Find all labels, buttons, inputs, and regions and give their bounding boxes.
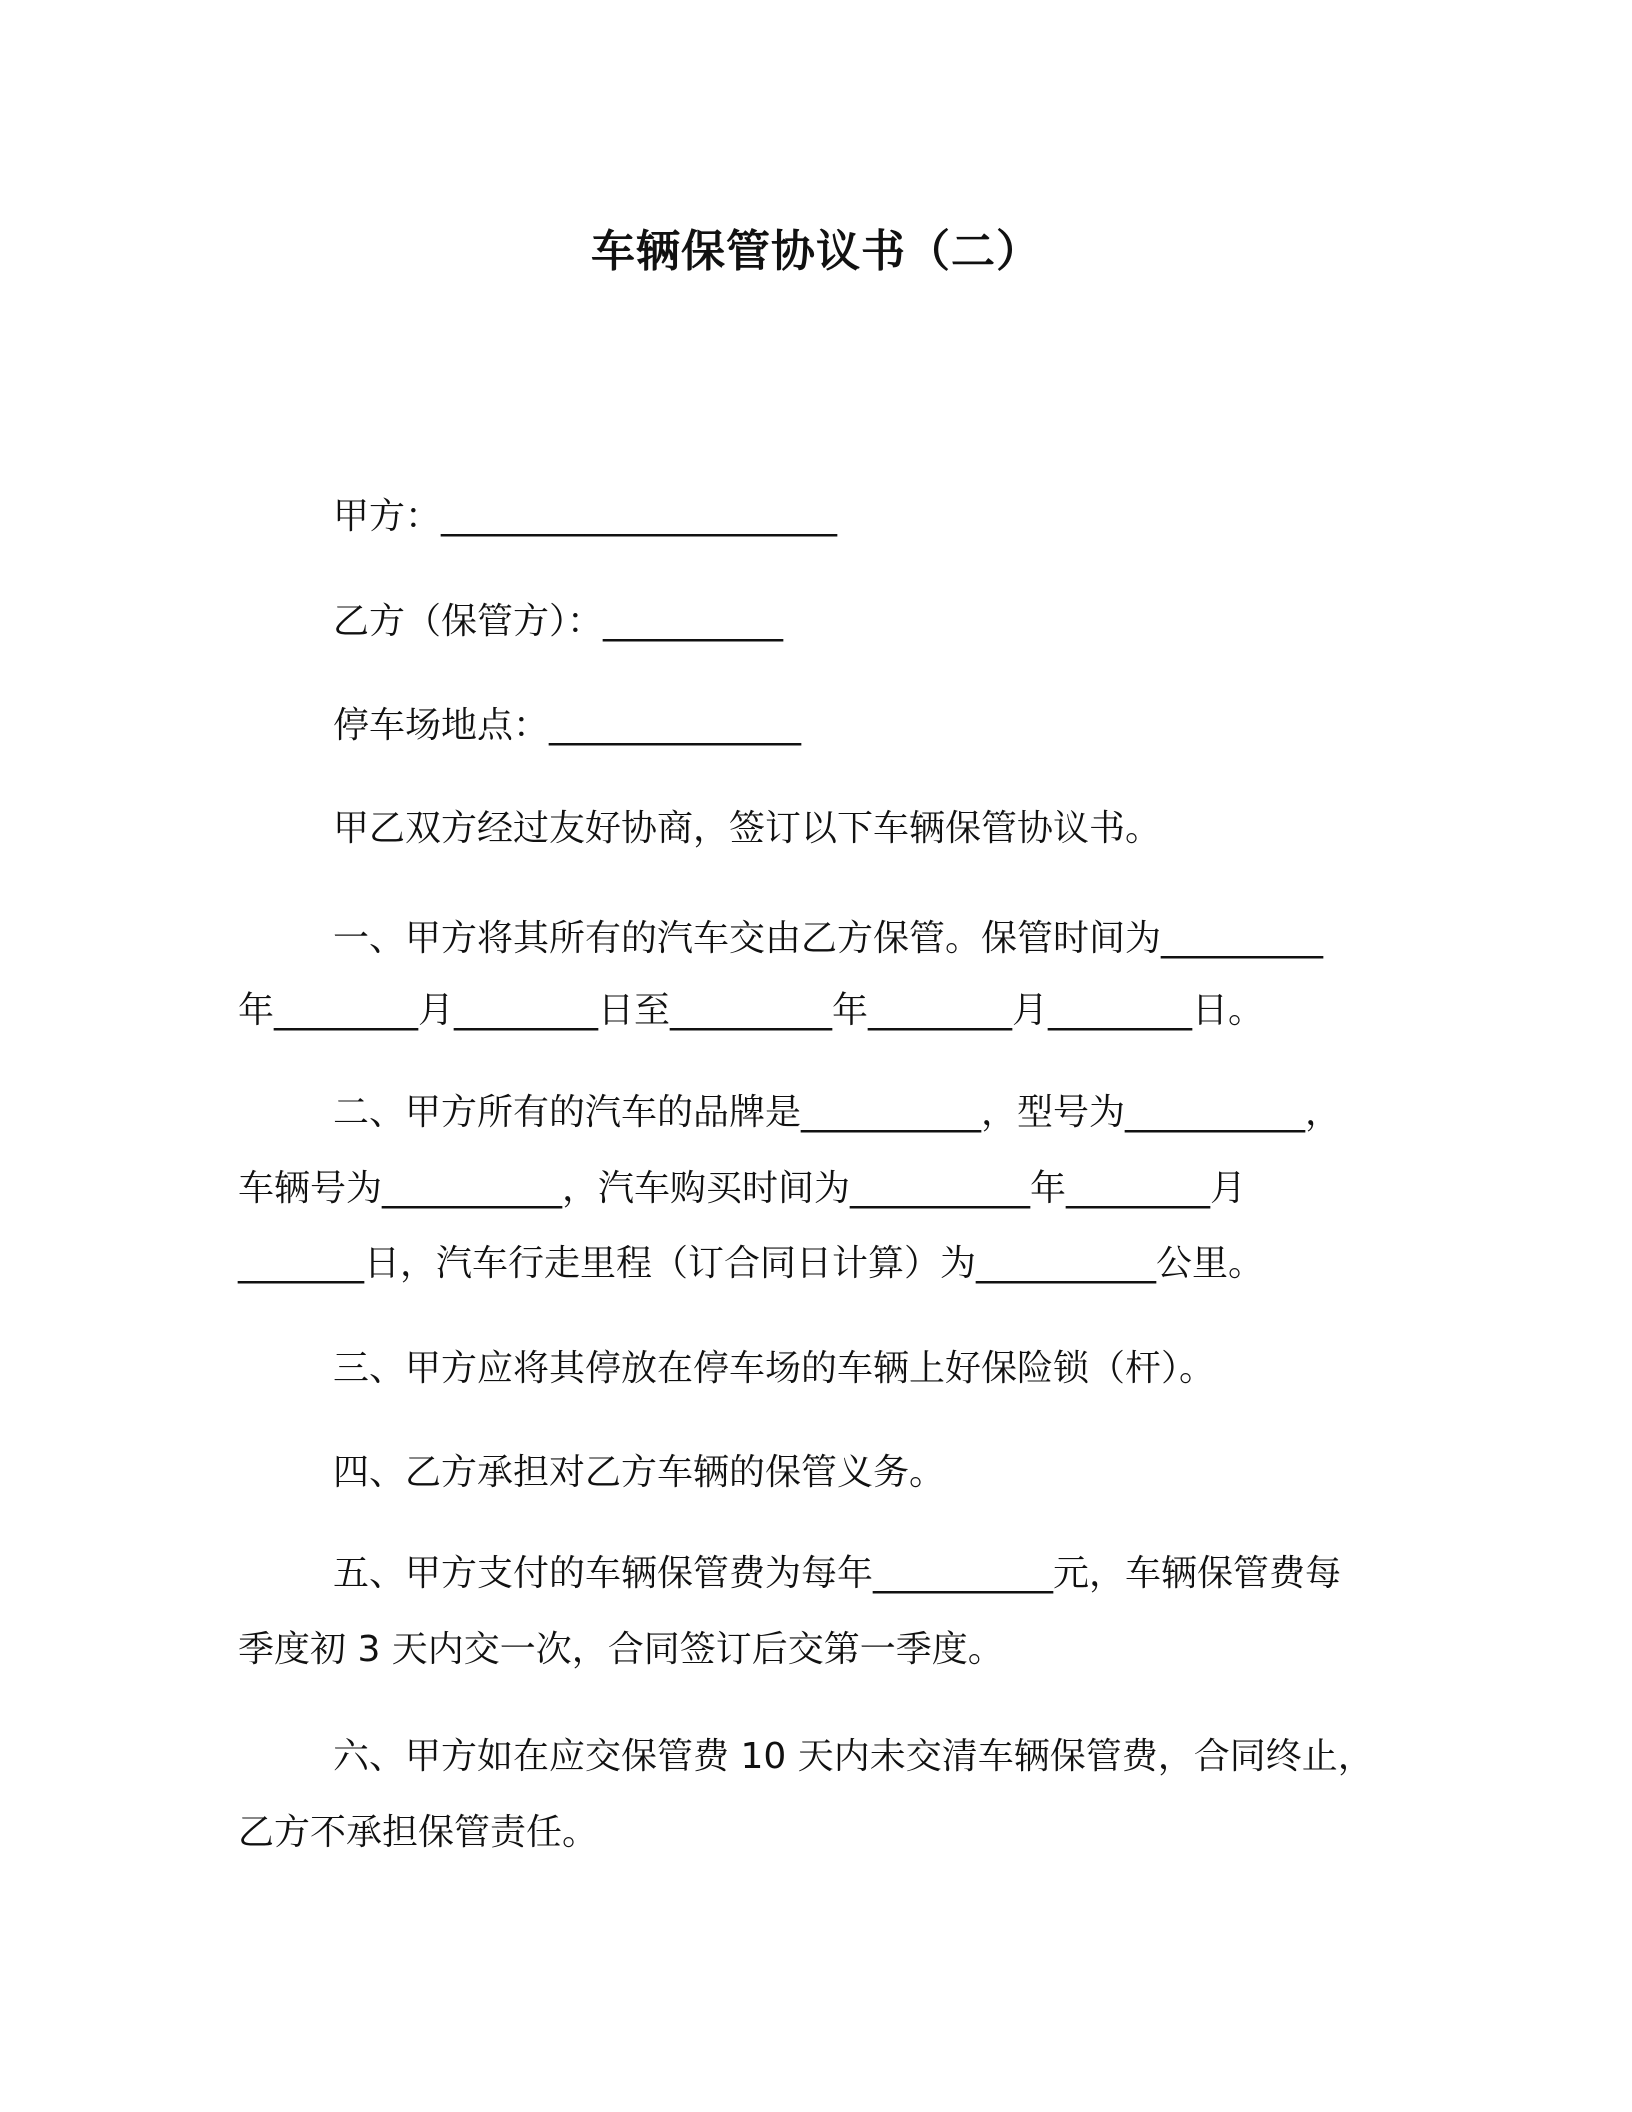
clause-5-line-2: 季度初 3 天内交一次，合同签订后交第一季度。 (238, 1629, 1004, 1670)
document-title: 车辆保管协议书（二） (591, 226, 1041, 277)
clause-3-line-1: 三、甲方应将其停放在停车场的车辆上好保险锁（杆）。 (333, 1348, 1216, 1389)
clause-5-line-1: 五、甲方支付的车辆保管费为每年__________元，车辆保管费每 (333, 1553, 1342, 1594)
clause-1-line-1: 一、甲方将其所有的汽车交由乙方保管。保管时间为_________ (333, 918, 1324, 959)
clause-2-line-2: 车辆号为__________，汽车购买时间为__________年________月 (238, 1168, 1247, 1209)
clause-2-line-3: _______日，汽车行走里程（订合同日计算）为__________公里。 (238, 1243, 1265, 1284)
party-b-field: 乙方（保管方）：__________ (333, 601, 784, 642)
clause-6-line-1: 六、甲方如在应交保管费 10 天内未交清车辆保管费，合同终止， (333, 1736, 1374, 1777)
clause-4-line-1: 四、乙方承担对乙方车辆的保管义务。 (333, 1452, 946, 1493)
party-a-field: 甲方：______________________ (333, 496, 838, 537)
clause-2-line-1: 二、甲方所有的汽车的品牌是__________，型号为__________， (333, 1092, 1342, 1133)
intro-paragraph: 甲乙双方经过友好协商，签订以下车辆保管协议书。 (333, 808, 1162, 849)
parking-location-field: 停车场地点：______________ (333, 705, 802, 746)
clause-6-line-2: 乙方不承担保管责任。 (238, 1812, 599, 1853)
clause-1-line-2: 年________月________日至_________年________月________日。 (238, 990, 1264, 1031)
